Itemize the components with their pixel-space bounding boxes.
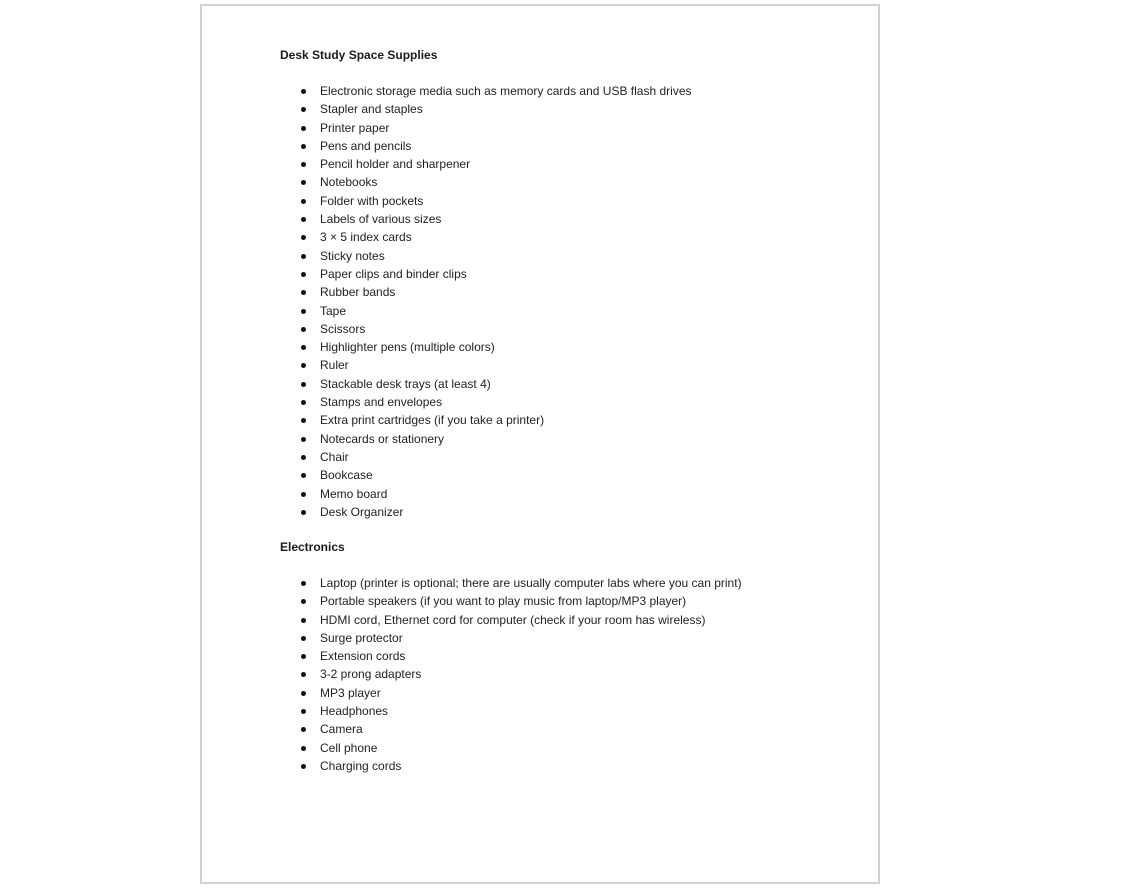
list-item [280, 647, 742, 665]
bullet-icon [301, 599, 306, 604]
section-electronics [280, 540, 742, 775]
bullet-icon [301, 290, 306, 295]
list-item [280, 430, 692, 448]
bullet-list [280, 82, 692, 521]
list-item-text: Sticky notes [320, 248, 385, 263]
list-item [280, 265, 692, 283]
bullet-icon [301, 455, 306, 460]
bullet-icon [301, 691, 306, 696]
list-item-text: Notebooks [320, 175, 378, 190]
list-item [280, 720, 742, 738]
bullet-icon [301, 89, 306, 94]
list-item [280, 228, 692, 246]
bullet-icon [301, 235, 306, 240]
list-item [280, 448, 692, 466]
section-heading: Electronics [280, 540, 345, 554]
list-item [280, 375, 692, 393]
list-item [280, 503, 692, 521]
list-item [280, 100, 692, 118]
bullet-icon [301, 764, 306, 769]
list-item-text: Labels of various sizes [320, 212, 442, 227]
bullet-icon [301, 144, 306, 149]
list-item-text: Memo board [320, 486, 388, 501]
bullet-icon [301, 510, 306, 515]
bullet-icon [301, 345, 306, 350]
list-item [280, 466, 692, 484]
list-item-text: Printer paper [320, 120, 390, 135]
bullet-icon [301, 727, 306, 732]
list-item [280, 119, 692, 137]
bullet-icon [301, 363, 306, 368]
bullet-icon [301, 180, 306, 185]
list-item-text: Pencil holder and sharpener [320, 157, 471, 172]
bullet-icon [301, 672, 306, 677]
bullet-icon [301, 254, 306, 259]
section-heading: Desk Study Space Supplies [280, 48, 438, 62]
list-item-text: Bookcase [320, 468, 373, 483]
list-item [280, 320, 692, 338]
bullet-icon [301, 746, 306, 751]
list-item-text: Camera [320, 722, 363, 737]
bullet-icon [301, 309, 306, 314]
list-item [280, 739, 742, 757]
list-item [280, 393, 692, 411]
list-item [280, 665, 742, 683]
list-item [280, 137, 692, 155]
list-item [280, 757, 742, 775]
list-item [280, 702, 742, 720]
list-item-text: Desk Organizer [320, 504, 404, 519]
bullet-icon [301, 618, 306, 623]
list-item-text: 3 × 5 index cards [320, 230, 412, 245]
list-item-text: Cell phone [320, 740, 378, 755]
bullet-icon [301, 418, 306, 423]
list-item-text: 3-2 prong adapters [320, 667, 422, 682]
list-item-text: Highlighter pens (multiple colors) [320, 340, 495, 355]
bullet-icon [301, 272, 306, 277]
list-item [280, 338, 692, 356]
list-item-text: Extension cords [320, 649, 406, 664]
section-desk-supplies [280, 48, 692, 521]
bullet-icon [301, 437, 306, 442]
bullet-icon [301, 162, 306, 167]
list-item-text: Stamps and envelopes [320, 395, 443, 410]
list-item-text: Paper clips and binder clips [320, 266, 467, 281]
list-item [280, 574, 742, 592]
bullet-icon [301, 199, 306, 204]
list-item [280, 210, 692, 228]
bullet-icon [301, 492, 306, 497]
list-item-text: Stackable desk trays (at least 4) [320, 376, 491, 391]
list-item [280, 611, 742, 629]
document-page [200, 4, 880, 884]
list-item-text: Folder with pockets [320, 193, 424, 208]
bullet-icon [301, 400, 306, 405]
list-item [280, 411, 692, 429]
list-item [280, 629, 742, 647]
list-item [280, 356, 692, 374]
list-item-text: Chair [320, 449, 349, 464]
bullet-icon [301, 636, 306, 641]
list-item [280, 302, 692, 320]
list-item [280, 192, 692, 210]
list-item-text: MP3 player [320, 685, 381, 700]
bullet-icon [301, 217, 306, 222]
bullet-icon [301, 327, 306, 332]
bullet-icon [301, 382, 306, 387]
list-item-text: Tape [320, 303, 347, 318]
list-item-text: Portable speakers (if you want to play music from laptop/MP3 player) [320, 594, 687, 609]
list-item [280, 82, 692, 100]
list-item-text: Surge protector [320, 630, 403, 645]
list-item [280, 155, 692, 173]
list-item-text: Scissors [320, 321, 366, 336]
list-item-text: Extra print cartridges (if you take a printer) [320, 413, 545, 428]
bullet-icon [301, 581, 306, 586]
list-item [280, 283, 692, 301]
list-item-text: HDMI cord, Ethernet cord for computer (check if your room has wireless) [320, 612, 706, 627]
list-item-text: Rubber bands [320, 285, 396, 300]
bullet-icon [301, 126, 306, 131]
bullet-list [280, 574, 742, 775]
list-item-text: Ruler [320, 358, 349, 373]
list-item-text: Electronic storage media such as memory cards and USB flash drives [320, 84, 692, 98]
list-item-text: Headphones [320, 704, 389, 719]
bullet-icon [301, 107, 306, 112]
bullet-icon [301, 709, 306, 714]
bullet-icon [301, 473, 306, 478]
list-item-text: Notecards or stationery [320, 431, 445, 446]
bullet-icon [301, 654, 306, 659]
list-item [280, 592, 742, 610]
list-item-text: Laptop (printer is optional; there are usually computer labs where you can print) [320, 576, 742, 590]
list-item [280, 247, 692, 265]
list-item [280, 684, 742, 702]
list-item-text: Stapler and staples [320, 102, 423, 117]
list-item [280, 173, 692, 191]
list-item-text: Charging cords [320, 758, 402, 773]
list-item [280, 485, 692, 503]
list-item-text: Pens and pencils [320, 138, 412, 153]
